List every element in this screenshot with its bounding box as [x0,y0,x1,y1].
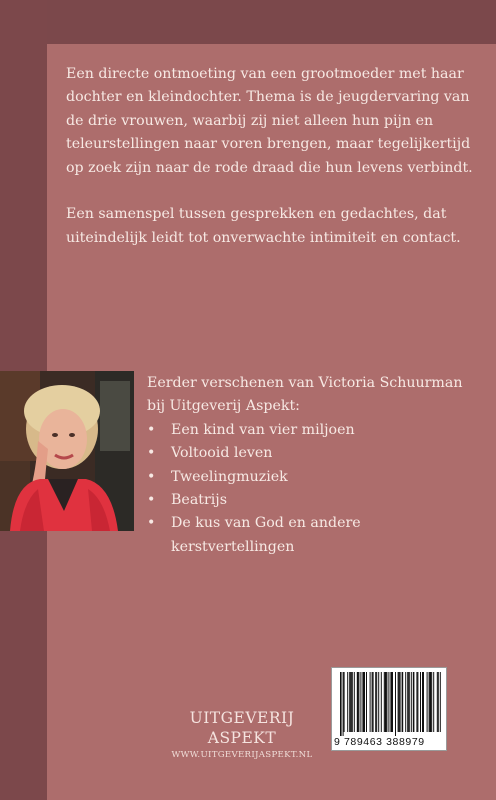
bullet: • [147,445,156,462]
barcode-bar [378,672,379,732]
isbn-barcode [331,667,447,751]
work-title: Voltooid leven [171,445,273,462]
barcode-bar [351,672,353,732]
publisher-url: WWW.UITGEVERIJASPEKT.NL [171,750,313,760]
barcode-bar [433,672,434,732]
barcode-bar [399,672,400,732]
barcode-bar [366,672,367,732]
barcode-bar [376,672,377,732]
barcode-bar [417,672,418,732]
list-item [147,489,477,512]
list-item [147,466,477,489]
barcode-bar [402,672,404,732]
previous-works-list [147,419,477,559]
barcode-bar [372,672,373,732]
barcode-bar [364,672,365,732]
isbn-digits: 9 789463 388979 [334,736,425,748]
work-title: Tweelingmuziek [171,468,288,485]
barcode-bar [347,672,348,732]
barcode-bar [413,672,415,732]
barcode-bar [390,672,392,732]
barcode-bar [362,672,364,732]
publisher-name: UITGEVERIJ ASPEKT [189,709,295,747]
barcode-bars [338,672,442,736]
barcode-bar [354,672,355,732]
barcode-bar [431,672,432,732]
barcode-bar [360,672,361,732]
list-item [147,442,477,465]
barcode-bar [358,672,359,732]
work-title: Beatrijs [171,492,227,509]
bullet: • [147,421,156,438]
bullet: • [147,468,156,485]
barcode-bar [370,672,371,732]
barcode-bar [388,672,389,732]
work-title: Een kind van vier miljoen [171,421,355,438]
book-blurb [66,63,476,274]
barcode-bar [343,672,344,736]
author-photo [0,371,134,531]
barcode-bar [386,672,387,732]
list-item [147,512,477,559]
previous-works [147,372,477,559]
barcode-bar [395,672,396,736]
barcode-bar [340,672,342,736]
barcode-bar [429,672,430,732]
barcode-bar [344,672,345,732]
barcode-bar [409,672,410,732]
barcode-bar [423,672,424,732]
barcode-bar [405,672,406,732]
bullet: • [147,492,156,509]
bullet: • [147,515,156,532]
barcode-bar [373,672,374,732]
top-border-band [0,0,496,44]
barcode-bar [384,672,385,732]
barcode-bar [385,672,387,732]
barcode-bar [381,672,382,732]
blurb-paragraph-2: Een samenspel tussen gesprekken en gedachtes, dat uiteindelijk leidt tot onverwachte intimiteit en contact. [66,206,461,246]
barcode-bar [349,672,350,732]
publisher-logo [158,708,326,762]
author-portrait-icon [0,371,134,531]
barcode-bar [398,672,399,732]
barcode-bar [420,672,421,732]
barcode-bar [400,672,401,732]
barcode-bar [357,672,359,732]
barcode-bar [392,672,393,732]
barcode-bar [350,672,351,732]
barcode-bar [407,672,409,732]
list-item [147,419,477,442]
barcode-bar [416,672,417,732]
barcode-bar [422,672,423,732]
barcode-bar [375,672,376,732]
barcode-bar [411,672,412,732]
barcode-bar [430,672,432,732]
work-title: De kus van God en andere kerstvertellingen [171,515,361,555]
barcode-bar [437,672,438,732]
barcode-bar [427,672,428,732]
previous-works-intro: Eerder verschenen van Victoria Schuurman bij Uitgeverij Aspekt: [147,375,463,415]
barcode-bar [440,672,441,732]
blurb-paragraph-1: Een directe ontmoeting van een grootmoeder met haar dochter en kleindochter. Thema is de jeugdervaring van de drie vrouwen, waarbij zij niet alleen hun pijn en teleurstellingen naar voren brengen, maar tegelijkertijd op zoek zijn naar de rode draad die hun levens verbindt. [66,66,473,176]
barcode-bar [438,672,439,732]
